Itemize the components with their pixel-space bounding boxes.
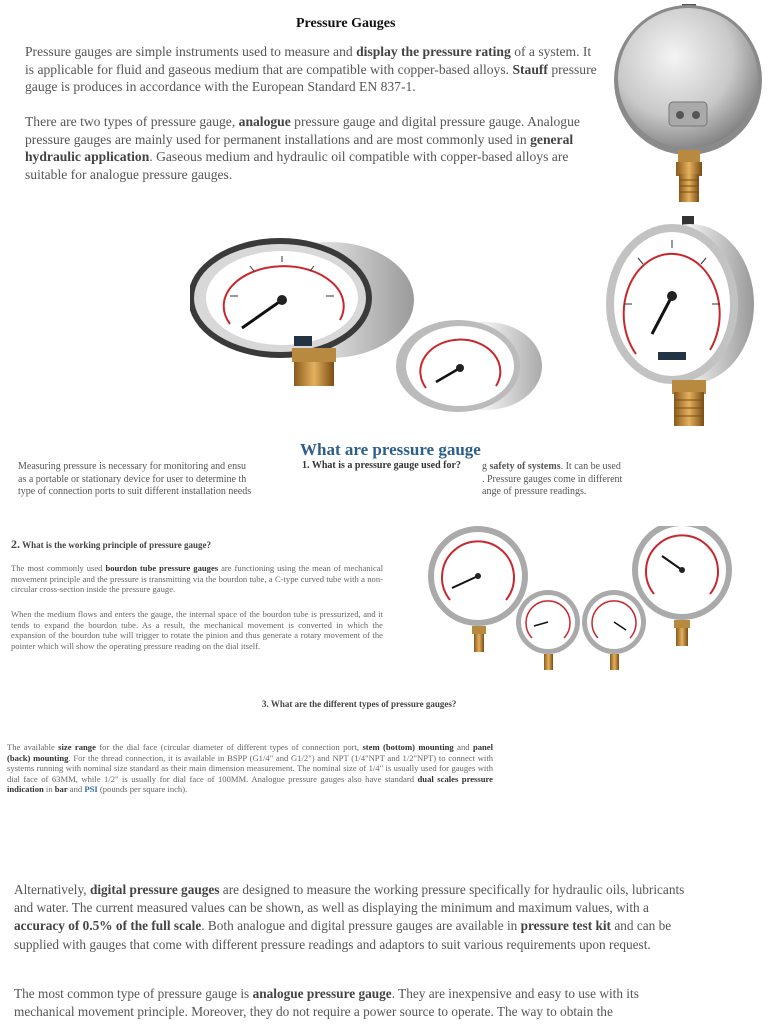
- section3-heading: 3. What are the different types of pressure gauges?: [262, 699, 457, 709]
- text: in: [43, 784, 55, 795]
- bold-text: pressure test kit: [520, 918, 611, 934]
- text-line: as a portable or stationary device for user to determine th: [18, 473, 247, 485]
- text: and: [453, 742, 473, 752]
- intro-paragraph-2: [25, 113, 605, 183]
- bold-text: dual scales pressure indication: [7, 773, 493, 795]
- bold-text: size range: [58, 742, 96, 752]
- text-line: type of connection ports to suit different installation needs: [18, 486, 252, 497]
- section2-heading: [11, 537, 211, 552]
- section2-paragraph-2: When the medium flows and enters the gauge, the internal space of the bourdon tube is pressurized, and it tends to expand the bourdon tube. As a result, the mechanical movement is converted in which the expansion of the bourdon tube will trigger to rotate the pinion and thus generate a rotary movement of the pointer which will show the operating pressure reading on the dial itself.: [11, 609, 383, 651]
- intro-paragraph-1: [25, 43, 597, 96]
- text: Pressure gauges are simple instruments used to measure and: [25, 44, 357, 59]
- bold-text: analogue pressure gauge: [252, 986, 392, 1001]
- pressure-gauge-image: [602, 214, 758, 430]
- text: g: [482, 461, 490, 472]
- link-text[interactable]: PSI: [84, 784, 98, 795]
- bold-text: bourdon tube pressure gauges: [105, 563, 219, 573]
- pressure-gauge-image: [190, 236, 415, 388]
- text: (pounds per square inch).: [97, 784, 188, 795]
- text: of a system. It is applicable for fluid and gaseous medium that are compatible with copper-based alloys.: [25, 44, 592, 77]
- text: There are two types of pressure gauge,: [25, 114, 239, 129]
- pressure-gauge-image: [422, 526, 738, 674]
- text: . It can be used: [560, 461, 621, 472]
- text-line: Measuring pressure is necessary for monitoring and ensu: [18, 461, 246, 472]
- text: pressure gauge is produces in accordance with the European Standard EN 837-1.: [25, 61, 597, 94]
- pressure-gauge-image: [396, 318, 546, 414]
- text: and can be supplied with gauges that come with different pressure readings and adaptors to suit various requirements upon request.: [14, 918, 672, 952]
- page-title: Pressure Gauges: [296, 16, 396, 31]
- digital-paragraph-2: [14, 985, 686, 1021]
- text: for the dial face (circular diameter of: [95, 742, 238, 752]
- bold-text: analogue: [238, 114, 291, 129]
- bold-text: panel (back) mounting: [7, 742, 493, 763]
- text: are functioning using the mean of mechanical movement principle and the pressure is transmitting via the bourdon tube, a C-type curved tube with a non-circular cross-section inside the pressure gauge.: [11, 563, 383, 595]
- section1-left-text: [18, 461, 300, 499]
- text: The most commonly used: [11, 563, 106, 573]
- text: are designed to measure the working pressure specifically for hydraulic oils, lubricants and water. The current measured values can be shown, as well as displaying the minimum and maximum values, with a: [14, 882, 685, 916]
- text: The most common type of pressure gauge is: [14, 986, 253, 1001]
- bold-text: bar: [54, 784, 68, 795]
- text: The available: [7, 742, 59, 752]
- text: and: [67, 784, 85, 795]
- bold-text: digital pressure gauges: [89, 882, 220, 897]
- text: 2.: [11, 537, 20, 551]
- section1-right-text: [482, 461, 762, 499]
- text: . They are inexpensive and easy to use with its mechanical movement principle. Moreover, they do not require a power source to operate. The way to obtain the: [14, 986, 639, 1020]
- text: . Gaseous medium and hydraulic oil compatible with copper-based alloys are suitable for analogue pressure gauges.: [25, 149, 569, 182]
- pressure-gauge-image: [612, 2, 768, 207]
- text: pressure gauge and digital pressure gauge. Analogue pressure gauges are mainly used for permanent installations and are most commonly used in: [25, 114, 580, 147]
- bold-text: display the pressure rating: [356, 44, 511, 59]
- text: Alternatively,: [14, 882, 90, 897]
- bold-text: Stauff: [512, 61, 548, 77]
- text: What is the working principle of pressure gauge?: [20, 540, 212, 550]
- question-1: 1. What is a pressure gauge used for?: [302, 460, 461, 471]
- bold-text: accuracy of 0.5% of the full scale: [14, 918, 202, 934]
- bold-text: safety of systems: [489, 461, 561, 472]
- bold-text: general hydraulic application: [25, 131, 574, 164]
- digital-paragraph-1: [14, 881, 686, 954]
- text-line: ange of pressure readings.: [482, 486, 587, 497]
- text: different types of connection port,: [237, 742, 363, 752]
- section2-paragraph-1: [11, 563, 383, 595]
- bold-text: stem (bottom) mounting: [362, 742, 454, 752]
- text-line: . Pressure gauges come in different: [482, 473, 623, 485]
- section3-paragraph: [7, 742, 493, 795]
- section-heading: What are pressure gauge: [300, 440, 481, 459]
- text: . For the thread connection, it is available in BSPP (G1/4" and G1/2") and NPT (1/4"NPT and 1/2"NPT) to connect with systems running with nominal size standard as their main dimension measurement. The nominal size of 1/4" is usually used for gauges with dial face of 63MM, while 1/2" is usually for dial face of 100MM. Analogue pressure gauges also have standard: [7, 752, 493, 784]
- text: . Both analogue and digital pressure gauges are available in: [201, 918, 521, 934]
